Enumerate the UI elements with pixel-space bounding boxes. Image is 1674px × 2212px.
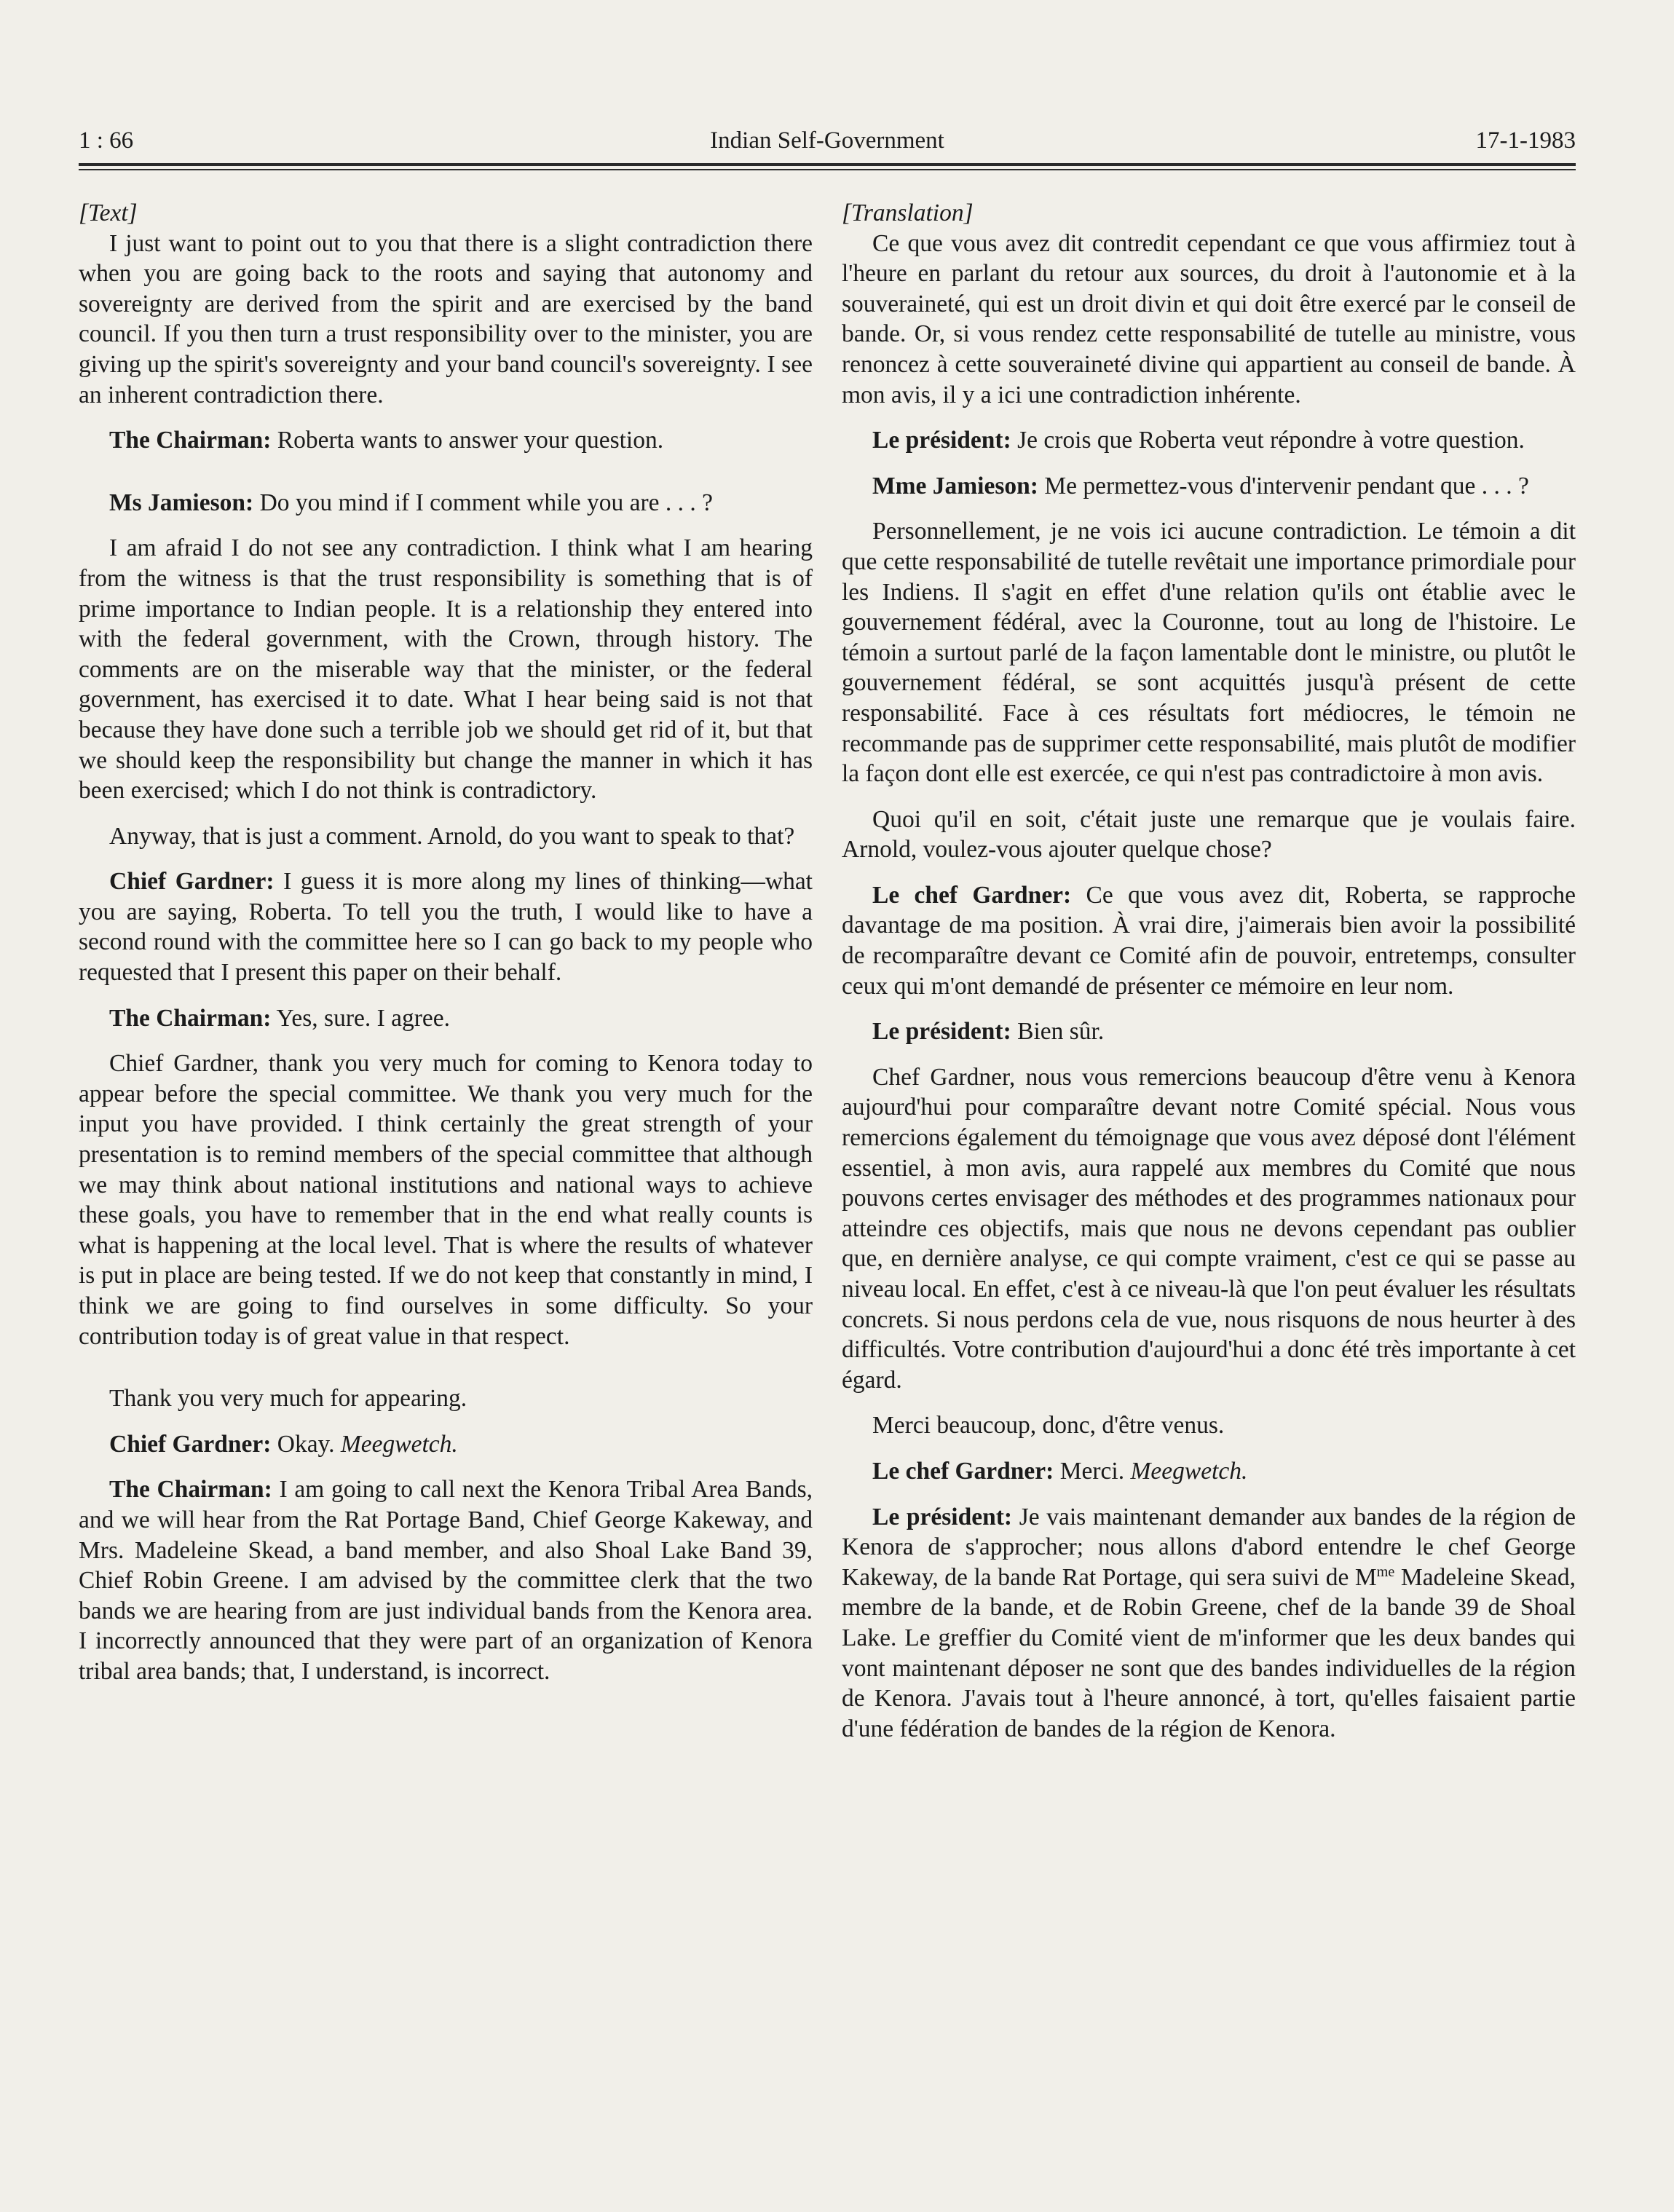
speech-text: Bien sûr. <box>1011 1018 1105 1046</box>
speech-text: Je vais maintenant demander aux bandes de la région de Kenora de s'approcher; nous allons d'abord entendre le chef George Kakeway, de la bande Rat Portage, qui sera suivi de M <box>842 1503 1576 1591</box>
speech-text: Merci. <box>1054 1457 1131 1485</box>
speaker-name: Le président: <box>872 1018 1011 1046</box>
speaker-name: Ms Jamieson: <box>109 489 254 516</box>
speech-text: Roberta wants to answer your question. <box>271 427 664 454</box>
speech-italic: Meegwetch. <box>1130 1457 1248 1485</box>
translation-tag: [Translation] <box>842 200 974 226</box>
speech-text: Do you mind if I comment while you are . . . ? <box>253 489 713 516</box>
speech-text: Madeleine Skead, membre de la bande, et de Robin Greene, chef de la bande 39 de Shoal Lake. Le greffier du Comité vient de m'informer que les deux bandes qui vont maintenant déposer ne sont que des bandes individuelles de la région de Kenora. J'avais tout à l'heure annoncé, à tort, qu'elles faisaient partie d'une fédération de bandes de la région de Kenora. <box>842 1563 1576 1742</box>
speaker-name: Le chef Gardner: <box>872 1457 1054 1485</box>
speech-text: Je crois que Roberta veut répondre à votre question. <box>1011 427 1525 454</box>
paragraph: I just want to point out to you that there is a slight contradiction there when you are going back to the roots and saying that autonomy and sovereignty are derived from the spirit and are exercised by the band council. If you then turn a trust responsibility over to the minister, you are giving up the spirit's sovereignty and your band council's sovereignty. I see an inherent contradiction there. <box>79 229 813 408</box>
speech <box>842 425 1576 456</box>
speech-text: I guess it is more along my lines of thinking—what you are saying, Roberta. To tell you the truth, I would like to have a second round with the committee here so I can go back to my people who requested that I present this paper on their behalf. <box>79 868 813 987</box>
speaker-name: The Chairman: <box>109 1476 272 1504</box>
page-number: 1 : 66 <box>79 127 134 154</box>
speech-text: Ce que vous avez dit, Roberta, se rapproche davantage de ma position. À vrai dire, j'aimerais bien avoir la possibilité de recomparaître devant ce Comité afin de pouvoir, entretemps, consulter ceux qui m'ont demandé de présenter ce mémoire en leur nom. <box>842 881 1576 1000</box>
speech <box>842 471 1576 502</box>
speech-text: Me permettez-vous d'intervenir pendant que . . . ? <box>1038 472 1529 499</box>
superscript: me <box>1376 1563 1395 1580</box>
speaker-name: Le président: <box>872 427 1011 454</box>
speaker-name: Chief Gardner: <box>109 1430 272 1458</box>
speaker-name: Le chef Gardner: <box>872 881 1072 909</box>
speech <box>842 1502 1576 1745</box>
paragraph: Ce que vous avez dit contredit cependant ce que vous affirmiez tout à l'heure en parlant du retour aux sources, du droit à l'autonomie et à la souveraineté, qui est un droit divin et qui doit être exercé par le conseil de bande. Or, si vous rendez cette responsabilité de tutelle au ministre, vous renoncez à cette souveraineté divine qui appartient au conseil de bande. À mon avis, il y a ici une contradiction inhérente. <box>842 229 1576 408</box>
speech <box>842 1016 1576 1047</box>
speech-text: I am going to call next the Kenora Tribal Area Bands, and we will hear from the Rat Portage Band, Chief George Kakeway, and Mrs. Madeleine Skead, a band member, and also Shoal Lake Band 39, Chief Robin Greene. I am advised by the committee clerk that the two bands we are hearing from are just individual bands from the Kenora area. I incorrectly announced that they were part of an organization of Kenora tribal area bands; that, I understand, is incorrect. <box>79 1476 813 1685</box>
page-title: Indian Self-Government <box>710 127 944 154</box>
paragraph: Anyway, that is just a comment. Arnold, do you want to speak to that? <box>109 822 795 850</box>
paragraph: Merci beaucoup, donc, d'être venus. <box>872 1412 1225 1439</box>
english-column <box>79 198 813 1702</box>
speaker-name: The Chairman: <box>109 427 272 454</box>
paragraph: I am afraid I do not see any contradiction. I think what I am hearing from the witness is that the trust responsibility is something that is of prime importance to Indian people. It is a relationship they entered into with the federal government, with the Crown, through history. The comments are on the miserable way that the minister, or the federal government, has exercised it to date. What I hear being said is not that because they have done such a terrible job we should get rid of it, but that we should keep the responsibility but change the manner in which it has been exercised; which I do not think is contradictory. <box>79 534 813 805</box>
page-header <box>79 122 1576 159</box>
speech <box>79 1429 813 1460</box>
header-rule-thin <box>79 169 1576 170</box>
speech-text: Okay. <box>271 1430 341 1458</box>
speech <box>842 1456 1576 1487</box>
paragraph: Personnellement, je ne vois ici aucune contradiction. Le témoin a dit que cette responsabilité de tutelle revêtait une importance primordiale pour les Indiens. Il s'agit en effet d'une relation qu'ils ont établie avec le gouvernement fédéral, avec la Couronne, tout au long de l'histoire. Le témoin a surtout parlé de la façon lamentable dont le ministre, ou plutôt le gouvernement fédéral, se sont acquittés jusqu'à présent de cette responsabilité. Face à ces résultats fort médiocres, le témoin ne recommande pas de supprimer cette responsabilité, mais plutôt de modifier la façon dont elle est exercée, ce qui n'est pas contradictoire à mon avis. <box>842 518 1576 788</box>
speech-text: Yes, sure. I agree. <box>271 1004 451 1032</box>
speaker-name: Chief Gardner: <box>109 868 275 896</box>
page-date: 17-1-1983 <box>1475 127 1576 154</box>
speech <box>842 880 1576 1001</box>
speech <box>79 1003 813 1034</box>
paragraph: Chef Gardner, nous vous remercions beaucoup d'être venu à Kenora aujourd'hui pour comparaître devant notre Comité spécial. Nous vous remercions également du témoignage que vous avez déposé dont l'élément essentiel, à mon avis, aura rappelé aux membres du Comité que nous pouvons certes envisager des méthodes et des programmes nationaux pour atteindre ces objectifs, mais que nous ne devons cependant pas oublier que, en dernière analyse, ce qui compte vraiment, c'est ce qui se passe au niveau local. En effet, c'est à ce niveau-là que l'on peut évaluer les résultats concrets. Si nous perdons cela de vue, nous risquons de nous heurter à des difficultés. Votre contribution d'aujourd'hui a donc été très importante à cet égard. <box>842 1063 1576 1394</box>
french-column <box>842 198 1576 1759</box>
speaker-name: Le président: <box>872 1503 1013 1530</box>
text-tag: [Text] <box>79 200 138 226</box>
paragraph: Chief Gardner, thank you very much for coming to Kenora today to appear before the special committee. We thank you very much for the input you have provided. I think certainly the great strength of your presentation is to remind members of the special committee that although we may think about national institutions and national ways to achieve these goals, you have to remember that in the end what really counts is what is happening at the local level. That is where the results of whatever is put in place are being tested. If we do not keep that constantly in mind, I think we are going to find ourselves in some difficulty. So your contribution today is of great value in that respect. <box>79 1050 813 1350</box>
speaker-name: Mme Jamieson: <box>872 472 1038 499</box>
speech <box>79 1474 813 1686</box>
paragraph: Thank you very much for appearing. <box>109 1385 467 1413</box>
speech <box>79 488 813 518</box>
speech <box>79 425 813 456</box>
header-rule-thick <box>79 163 1576 166</box>
speech-italic: Meegwetch. <box>340 1430 458 1458</box>
paragraph: Quoi qu'il en soit, c'était juste une remarque que je voulais faire. Arnold, voulez-vous ajouter quelque chose? <box>842 805 1576 864</box>
speaker-name: The Chairman: <box>109 1004 272 1032</box>
speech <box>79 866 813 987</box>
